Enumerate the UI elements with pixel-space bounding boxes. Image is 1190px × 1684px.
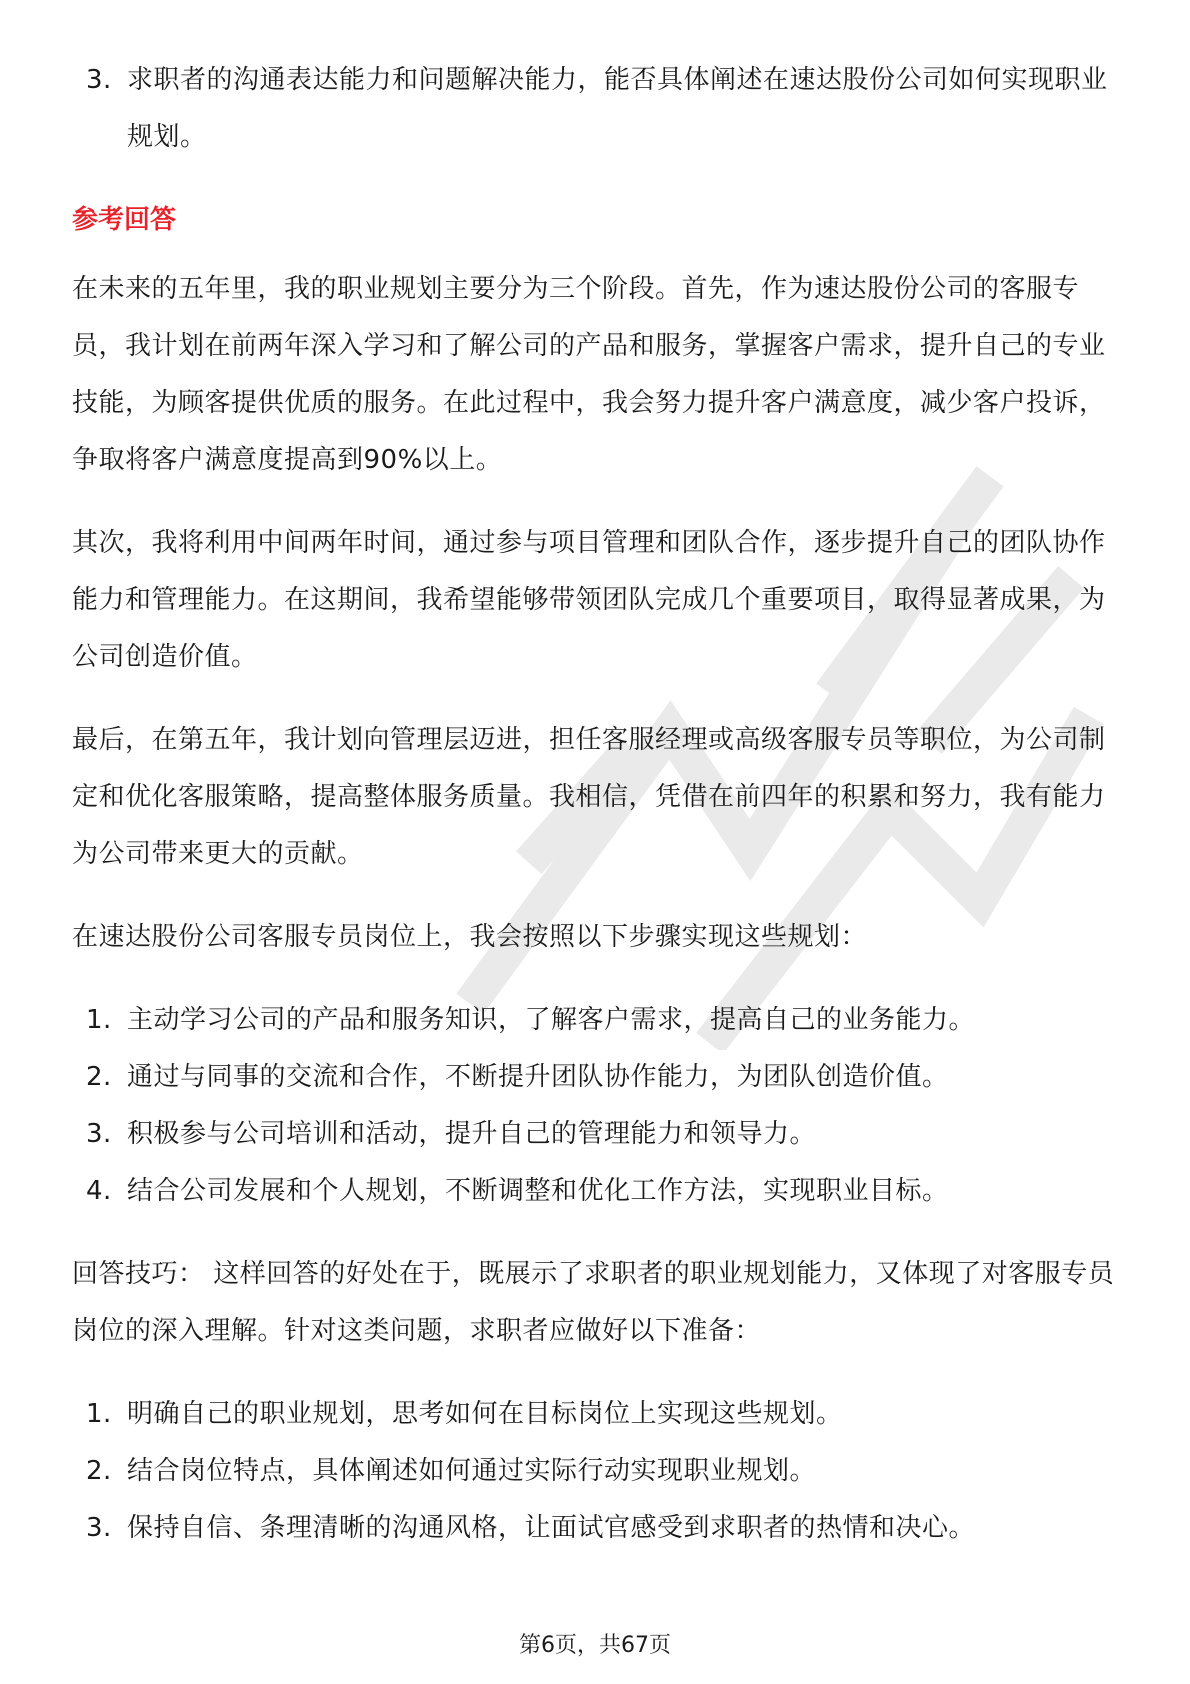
list-item-text: 通过与同事的交流和合作，不断提升团队协作能力，为团队创造价值。 xyxy=(127,1062,949,1092)
list-item xyxy=(72,1163,1122,1220)
steps-list xyxy=(72,992,1122,1220)
list-item-text: 结合岗位特点，具体阐述如何通过实际行动实现职业规划。 xyxy=(127,1456,817,1486)
list-item-text: 积极参与公司培训和活动，提升自己的管理能力和领导力。 xyxy=(127,1119,817,1149)
list-item-number: 3. xyxy=(86,1513,112,1543)
list-item xyxy=(72,1106,1122,1163)
prep-list xyxy=(72,1386,1122,1557)
paragraph-plan-middle: 其次，我将利用中间两年时间，通过参与项目管理和团队合作，逐步提升自己的团队协作能力和管理能力。在这期间，我希望能够带领团队完成几个重要项目，取得显著成果，为公司创造价值。 xyxy=(72,528,1106,672)
list-item-text: 主动学习公司的产品和服务知识，了解客户需求，提高自己的业务能力。 xyxy=(127,1005,976,1035)
question-list xyxy=(72,52,1122,166)
reference-answer-heading: 参考回答 xyxy=(72,205,177,235)
list-item xyxy=(72,52,1122,166)
paragraph-answer-tips: 回答技巧： 这样回答的好处在于，既展示了求职者的职业规划能力，又体现了对客服专员岗位的深入理解。针对这类问题，求职者应做好以下准备： xyxy=(72,1259,1115,1346)
list-item xyxy=(72,1443,1122,1500)
paragraph-plan-intro: 在未来的五年里，我的职业规划主要分为三个阶段。首先，作为速达股份公司的客服专员，我计划在前两年深入学习和了解公司的产品和服务，掌握客户需求，提升自己的专业技能，为顾客提供优质的服务。在此过程中，我会努力提升客户满意度，减少客户投诉，争取将客户满意度提高到90%以上。 xyxy=(72,274,1106,475)
document-content xyxy=(72,52,1122,1583)
page-footer: 第6页，共67页 xyxy=(519,1633,671,1658)
list-item xyxy=(72,1500,1122,1557)
list-item-number: 3. xyxy=(86,65,112,95)
list-item-number: 2. xyxy=(86,1062,112,1092)
list-item-text: 求职者的沟通表达能力和问题解决能力，能否具体阐述在速达股份公司如何实现职业规划。 xyxy=(127,65,1108,152)
list-item-text: 明确自己的职业规划，思考如何在目标岗位上实现这些规划。 xyxy=(127,1399,843,1429)
list-item xyxy=(72,1386,1122,1443)
list-item xyxy=(72,992,1122,1049)
paragraph-plan-final: 最后，在第五年，我计划向管理层迈进，担任客服经理或高级客服专员等职位，为公司制定和优化客服策略，提高整体服务质量。我相信，凭借在前四年的积累和努力，我有能力为公司带来更大的贡献。 xyxy=(72,725,1106,869)
list-item-text: 保持自信、条理清晰的沟通风格，让面试官感受到求职者的热情和决心。 xyxy=(127,1513,976,1543)
list-item-number: 2. xyxy=(86,1456,112,1486)
list-item-number: 1. xyxy=(86,1399,112,1429)
list-item-number: 3. xyxy=(86,1119,112,1149)
paragraph-steps-intro: 在速达股份公司客服专员岗位上，我会按照以下步骤实现这些规划： xyxy=(72,922,868,952)
list-item xyxy=(72,1049,1122,1106)
list-item-number: 4. xyxy=(86,1176,112,1206)
list-item-text: 结合公司发展和个人规划，不断调整和优化工作方法，实现职业目标。 xyxy=(127,1176,949,1206)
list-item-number: 1. xyxy=(86,1005,112,1035)
